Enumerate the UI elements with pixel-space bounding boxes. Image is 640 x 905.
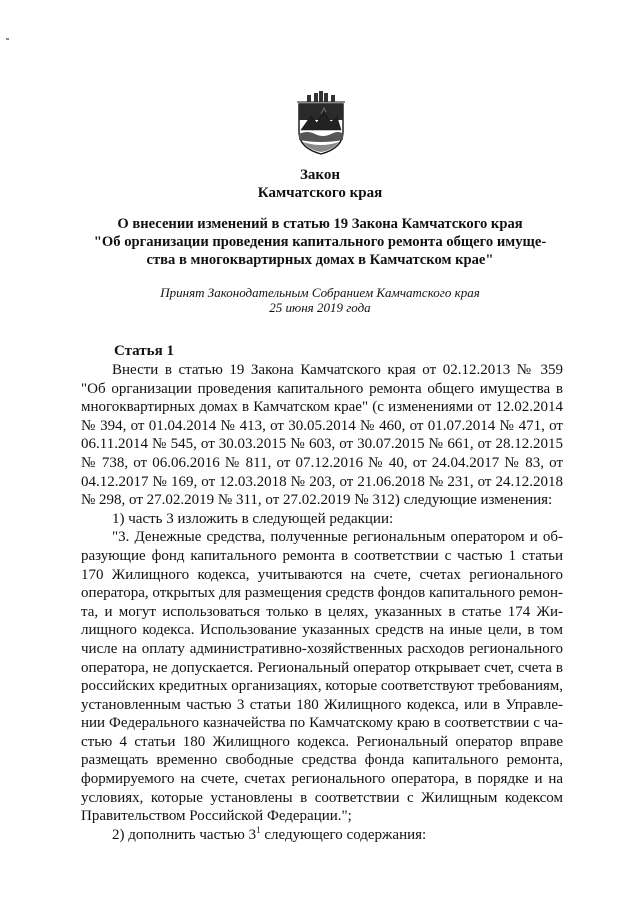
body-line: числе на оплату административно-хозяйственных расходов регионального [81, 640, 563, 657]
body-line: та, и могут использоваться только в целях, указанных в статье 174 Жи- [81, 603, 563, 620]
item-2-tail: следующего содержания: [260, 826, 427, 843]
adoption-line-1: Принят Законодательным Собранием Камчатского края [160, 285, 480, 300]
body-line: Правительством Российской Федерации."; [81, 808, 352, 825]
body-line: "3. Денежные средства, полученные региональным оператором и об- [112, 529, 563, 546]
body-line: нии Федерального казначейства по Камчатскому краю в соответствии с ча- [81, 715, 563, 732]
body-line: № 394, от 01.04.2014 № 413, от 30.05.2014 № 460, от 01.07.2014 № 471, от [81, 417, 563, 434]
body-line: многоквартирных домах в Камчатском крае" (с изменениями от 12.02.2014 [81, 399, 563, 416]
body-line: 1) часть 3 изложить в следующей редакции: [112, 510, 394, 527]
body-line: 170 Жилищного кодекса, учитываются на счете, счетах регионального [81, 566, 563, 583]
body-line: оператора, не допускается. Региональный оператор открывает счет, счета в [81, 659, 563, 676]
body-line: "Об организации проведения капитального ремонта общего имущества в [81, 380, 563, 397]
body-line: размещать временно свободные средства фонда капитального ремонта, [81, 752, 563, 769]
body-line: Внести в статью 19 Закона Камчатского края от 02.12.2013 № 359 [112, 362, 563, 378]
body-line: лищного кодекса. Использование указанных средств на иные цели, в том [81, 622, 563, 639]
item-2-line [81, 826, 563, 845]
article-heading: Статья 1 [114, 343, 174, 359]
subject-line-3: ства в многоквартирных домах в Камчатском крае" [146, 252, 494, 268]
body-line: российских кредитных организациях, которые соответствуют требованиям, [81, 678, 563, 695]
body-line: установленным частью 3 статьи 180 Жилищного кодекса, или в Управле- [81, 696, 563, 713]
scan-speck [6, 38, 9, 40]
region-title: Камчатского края [257, 185, 383, 201]
item-2-superscript: 1 [256, 824, 261, 835]
body-line: разующие фонд капитального ремонта в соответствии с частью 1 статьи [81, 547, 563, 564]
subject-line-1: О внесении изменений в статью 19 Закона Камчатского края [117, 216, 523, 232]
subject-line-2: "Об организации проведения капитального ремонта общего имуще- [93, 234, 547, 250]
body-line: стью 4 статьи 180 Жилищного кодекса. Региональный оператор вправе [81, 733, 563, 750]
adoption-date: 25 июня 2019 года [269, 300, 371, 315]
item-2-text: 2) дополнить частью 3 [112, 826, 257, 843]
body-line: оператора, открытых для размещения средств фондов капитального ремон- [81, 585, 563, 602]
coat-of-arms-emblem [293, 90, 349, 156]
body-line: формируемого на счете, счетах регионального оператора, в порядке и на [81, 771, 563, 788]
body-line: № 738, от 06.06.2016 № 811, от 07.12.2016 № 40, от 24.04.2017 № 83, от [81, 454, 563, 471]
body-line: 04.12.2017 № 169, от 12.03.2018 № 203, от 21.06.2018 № 231, от 24.12.2018 [81, 473, 563, 490]
body-line: № 298, от 27.02.2019 № 311, от 27.02.2019 № 312) следующие изменения: [81, 492, 553, 509]
body-line: 06.11.2014 № 545, от 30.03.2015 № 603, от 30.07.2015 № 661, от 28.12.2015 [81, 436, 563, 453]
law-title: Закон [299, 167, 340, 183]
body-line: условиях, которые установлены в соответствии с Жилищным кодексом [81, 789, 563, 806]
article-body [81, 361, 563, 844]
